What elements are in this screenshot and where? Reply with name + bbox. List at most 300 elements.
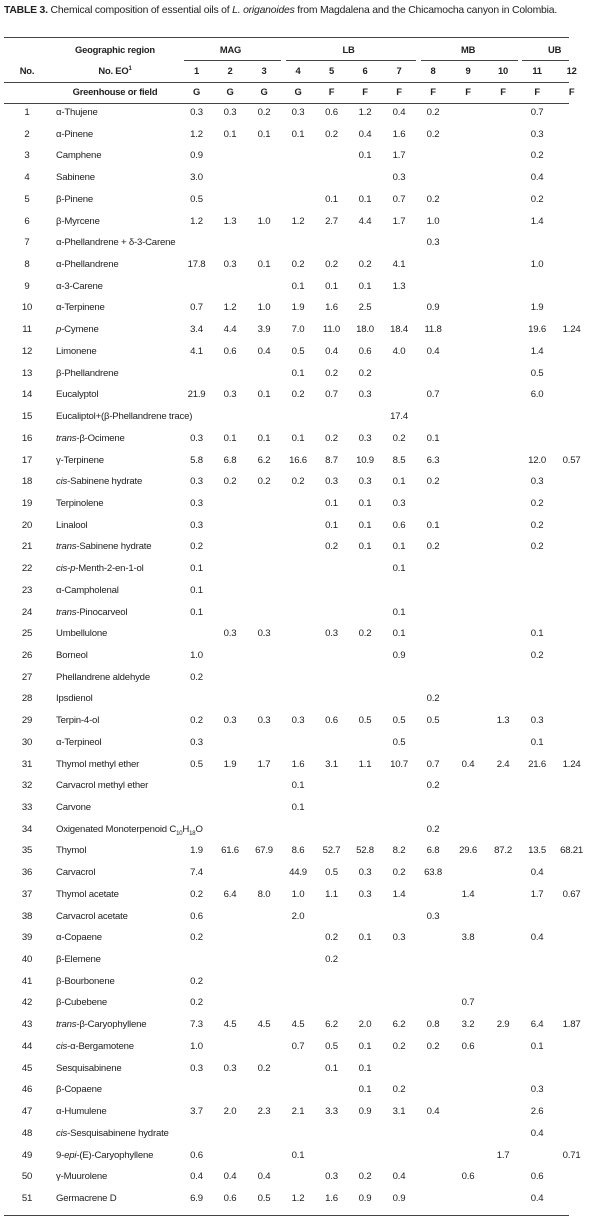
value-cell: [348, 949, 382, 971]
header-geographic-region: Geographic region: [75, 44, 155, 55]
value-cell: [348, 580, 382, 602]
value-cell: [213, 992, 247, 1014]
value-cell: [416, 797, 450, 819]
table-row: [4, 319, 589, 341]
compound-name: Thymol acetate: [56, 888, 119, 900]
value-cell: [247, 1145, 281, 1167]
value-cell: [416, 1166, 450, 1188]
value-cell: [416, 602, 450, 624]
value-cell: [213, 602, 247, 624]
value-cell: 6.4: [530, 1019, 544, 1031]
value-cell: [486, 623, 520, 645]
value-cell: [348, 775, 382, 797]
value-cell: [247, 797, 281, 819]
value-cell: [213, 363, 247, 385]
value-cell: 0.2: [190, 975, 203, 987]
table-row: [4, 124, 589, 146]
value-cell: [486, 1166, 520, 1188]
value-cell: 0.2: [426, 476, 440, 488]
value-cell: [247, 189, 281, 211]
value-cell: [554, 732, 589, 754]
table-row: [4, 1145, 589, 1167]
value-cell: 1.9: [291, 302, 305, 314]
value-cell: [315, 906, 348, 928]
compound-name: Germacrene D: [56, 1192, 117, 1204]
row-number: 22: [21, 563, 33, 575]
value-cell: [348, 797, 382, 819]
value-cell: 0.6: [461, 1171, 475, 1183]
value-cell: [554, 971, 589, 993]
value-cell: 0.2: [325, 932, 338, 944]
value-cell: 0.3: [358, 867, 372, 879]
compound-name: Linalool: [56, 519, 88, 531]
value-cell: [486, 688, 520, 710]
value-cell: [213, 406, 247, 428]
header-condition: G: [260, 86, 268, 97]
value-cell: 0.4: [325, 345, 338, 357]
value-cell: [520, 819, 554, 841]
value-cell: [450, 211, 486, 233]
value-cell: [520, 406, 554, 428]
value-cell: [382, 1058, 416, 1080]
table-row: [4, 580, 589, 602]
value-cell: 0.4: [530, 1192, 544, 1204]
value-cell: 18.0: [356, 324, 374, 336]
value-cell: [554, 1036, 589, 1058]
value-cell: 0.4: [530, 1127, 544, 1139]
value-cell: [348, 1123, 382, 1145]
value-cell: 1.3: [223, 215, 237, 227]
value-cell: 0.2: [426, 107, 440, 118]
row-number: 41: [21, 975, 33, 987]
value-cell: 0.3: [426, 237, 440, 249]
value-cell: 0.6: [190, 910, 203, 922]
value-cell: 0.8: [426, 1019, 440, 1031]
value-cell: 0.3: [190, 107, 203, 118]
value-cell: 0.3: [190, 1062, 203, 1074]
value-cell: 0.2: [190, 888, 203, 900]
value-cell: [382, 819, 416, 841]
value-cell: [486, 102, 520, 124]
value-cell: 11.8: [424, 324, 442, 336]
row-number: 43: [21, 1019, 33, 1031]
value-cell: 3.3: [325, 1106, 338, 1118]
compound-name: α-3-Carene: [56, 280, 103, 292]
compound-name: Eucalyptol: [56, 389, 99, 401]
value-cell: 1.87: [562, 1019, 581, 1031]
compound-name: [50, 428, 180, 450]
value-cell: [450, 1123, 486, 1145]
compound-name-rest: -Cymene: [61, 324, 99, 336]
value-cell: 0.3: [190, 736, 203, 748]
value-cell: 1.0: [257, 302, 271, 314]
header-eo-number: 9: [465, 65, 471, 76]
value-cell: 0.3: [223, 1062, 237, 1074]
table-header: [4, 39, 589, 102]
header-bottom-rule: [4, 103, 569, 104]
value-cell: 2.0: [358, 1019, 372, 1031]
compound-name: α-Humulene: [56, 1106, 107, 1118]
row-number: 6: [24, 215, 30, 227]
value-cell: 0.3: [190, 497, 203, 509]
header-eo-text: No. EO: [98, 65, 129, 76]
value-cell: [520, 602, 554, 624]
value-cell: [486, 884, 520, 906]
table-row: [4, 623, 589, 645]
header-condition: G: [294, 86, 302, 97]
value-cell: 0.67: [562, 888, 581, 900]
value-cell: 0.2: [530, 497, 544, 509]
row-number: 10: [21, 302, 33, 314]
value-cell: 0.9: [426, 302, 440, 314]
header-eo-number: 2: [227, 65, 233, 76]
row-number: 36: [21, 867, 33, 879]
value-cell: [416, 1145, 450, 1167]
header-group-mag: MAG: [219, 44, 242, 55]
value-cell: [247, 363, 281, 385]
value-cell: [450, 406, 486, 428]
row-number: 4: [24, 172, 30, 184]
compound-name: Sabinene: [56, 172, 95, 184]
value-cell: 1.4: [461, 888, 475, 900]
value-cell: [554, 363, 589, 385]
value-cell: 4.4: [223, 324, 237, 336]
value-cell: [281, 667, 315, 689]
row-number: 9: [24, 280, 30, 292]
value-cell: [281, 232, 315, 254]
value-cell: [486, 971, 520, 993]
value-cell: [450, 471, 486, 493]
value-cell: [520, 276, 554, 298]
value-cell: [281, 949, 315, 971]
value-cell: 0.4: [426, 345, 440, 357]
value-cell: [382, 797, 416, 819]
value-cell: [213, 971, 247, 993]
value-cell: 18.4: [390, 324, 408, 336]
value-cell: [416, 276, 450, 298]
value-cell: [486, 949, 520, 971]
compound-name-rest: -α-Bergamotene: [67, 1040, 134, 1052]
value-cell: 0.2: [325, 128, 338, 140]
value-cell: 1.7: [530, 888, 544, 900]
value-cell: [450, 732, 486, 754]
value-cell: [213, 536, 247, 558]
value-cell: [416, 884, 450, 906]
value-cell: [247, 927, 281, 949]
value-cell: [281, 580, 315, 602]
value-cell: [486, 906, 520, 928]
value-cell: [213, 558, 247, 580]
row-number: 44: [21, 1040, 33, 1052]
value-cell: [315, 971, 348, 993]
value-cell: 0.9: [358, 1192, 372, 1204]
row-number: 2: [24, 128, 30, 140]
value-cell: [486, 732, 520, 754]
compound-name: Carvacrol methyl ether: [56, 780, 149, 792]
value-cell: 0.2: [392, 432, 406, 444]
value-cell: [416, 580, 450, 602]
value-cell: 0.7: [325, 389, 338, 401]
value-cell: [281, 515, 315, 537]
value-cell: 0.4: [530, 172, 544, 184]
compound-name-rest: -Sesquisabinene hydrate: [67, 1127, 169, 1139]
table-row: [4, 797, 589, 819]
value-cell: [180, 363, 213, 385]
value-cell: 6.8: [223, 454, 237, 466]
value-cell: 0.1: [291, 802, 305, 813]
value-cell: 0.3: [358, 389, 372, 401]
value-cell: [554, 602, 589, 624]
table-row: [4, 927, 589, 949]
value-cell: 0.2: [325, 954, 338, 966]
value-cell: [450, 276, 486, 298]
compound-name: Sesquisabinene: [56, 1062, 122, 1074]
header-condition: F: [465, 86, 471, 97]
compound-name: β-Myrcene: [56, 215, 100, 227]
value-cell: 0.6: [461, 1040, 475, 1052]
value-cell: [348, 819, 382, 841]
value-cell: 1.4: [530, 215, 544, 227]
value-cell: 2.9: [496, 1019, 510, 1031]
value-cell: [486, 189, 520, 211]
value-cell: [416, 992, 450, 1014]
top-rule: [4, 37, 569, 38]
table-row: [4, 558, 589, 580]
value-cell: 2.4: [496, 758, 510, 770]
value-cell: 0.2: [291, 476, 305, 488]
value-cell: [450, 124, 486, 146]
value-cell: 4.5: [223, 1019, 237, 1031]
value-cell: 0.3: [392, 172, 406, 184]
value-cell: [247, 580, 281, 602]
value-cell: 19.6: [528, 324, 547, 336]
value-cell: [315, 667, 348, 689]
compound-name-italic: epi: [64, 1149, 77, 1161]
value-cell: 17.8: [187, 259, 206, 271]
value-cell: [416, 1058, 450, 1080]
value-cell: 0.3: [190, 519, 203, 531]
value-cell: 2.3: [257, 1106, 271, 1118]
compound-name: Thymol: [56, 845, 87, 857]
value-cell: [382, 363, 416, 385]
row-number: 24: [21, 606, 33, 618]
compound-name: Limonene: [56, 345, 97, 357]
value-cell: 3.9: [257, 324, 271, 336]
value-cell: 0.3: [426, 910, 440, 922]
value-cell: 2.6: [530, 1106, 544, 1118]
value-cell: [486, 667, 520, 689]
table-row: [4, 254, 589, 276]
value-cell: [180, 949, 213, 971]
value-cell: [486, 927, 520, 949]
value-cell: [348, 732, 382, 754]
value-cell: [554, 558, 589, 580]
value-cell: [315, 406, 348, 428]
value-cell: 0.1: [291, 280, 305, 292]
value-cell: [486, 471, 520, 493]
value-cell: [180, 1123, 213, 1145]
value-cell: 8.7: [325, 454, 338, 466]
value-cell: [520, 580, 554, 602]
value-cell: 0.2: [530, 649, 544, 661]
compound-name: Camphene: [56, 150, 102, 162]
value-cell: 0.5: [325, 867, 338, 879]
value-cell: [315, 992, 348, 1014]
compound-name: Carvacrol acetate: [56, 910, 128, 922]
value-cell: [450, 819, 486, 841]
value-cell: [180, 232, 213, 254]
value-cell: 1.7: [257, 758, 271, 770]
value-cell: 61.6: [221, 845, 239, 857]
table-row: [4, 102, 589, 124]
value-cell: 0.2: [291, 259, 305, 271]
value-cell: 0.5: [392, 736, 406, 748]
value-cell: [486, 297, 520, 319]
value-cell: 0.2: [325, 367, 338, 379]
value-cell: [213, 906, 247, 928]
value-cell: [486, 862, 520, 884]
value-cell: 0.6: [325, 715, 338, 727]
value-cell: 0.6: [392, 519, 406, 531]
value-cell: 0.6: [223, 1192, 237, 1204]
value-cell: [213, 775, 247, 797]
value-cell: [416, 406, 450, 428]
value-cell: [247, 406, 281, 428]
value-cell: [450, 297, 486, 319]
row-number: 1: [24, 107, 30, 118]
row-number: 8: [24, 259, 30, 271]
value-cell: [416, 167, 450, 189]
row-number: 46: [21, 1084, 33, 1096]
table-row: [4, 710, 589, 732]
value-cell: [486, 406, 520, 428]
value-cell: [554, 232, 589, 254]
value-cell: 0.4: [530, 932, 544, 944]
row-number: 21: [21, 541, 33, 553]
ub-group-rule: [522, 60, 569, 61]
compound-name: α-Phellandrene + δ-3-Carene: [56, 237, 176, 249]
row-number: 16: [21, 432, 33, 444]
value-cell: [213, 167, 247, 189]
table-row: [4, 862, 589, 884]
value-cell: [348, 971, 382, 993]
value-cell: [247, 276, 281, 298]
value-cell: [450, 536, 486, 558]
compound-name-rest: -β-Ocimene: [76, 432, 125, 444]
value-cell: 6.2: [325, 1019, 338, 1031]
table-row: [4, 341, 589, 363]
value-cell: 8.6: [291, 845, 305, 857]
row-number: 28: [21, 693, 33, 705]
header-group-mb: MB: [460, 44, 476, 55]
value-cell: 1.2: [223, 302, 237, 314]
value-cell: [450, 862, 486, 884]
value-cell: [382, 949, 416, 971]
value-cell: [450, 145, 486, 167]
table-caption: [4, 4, 570, 18]
value-cell: [554, 297, 589, 319]
header-condition: F: [430, 86, 436, 97]
value-cell: 0.3: [291, 107, 305, 118]
value-cell: 0.3: [325, 1171, 338, 1183]
value-cell: [554, 862, 589, 884]
row-number: 50: [21, 1171, 33, 1183]
row-number: 30: [21, 736, 33, 748]
row-number: 12: [21, 345, 33, 357]
value-cell: 0.4: [530, 867, 544, 879]
value-cell: [486, 167, 520, 189]
value-cell: 0.1: [325, 519, 338, 531]
compound-name: [50, 536, 180, 558]
value-cell: 1.7: [392, 215, 406, 227]
value-cell: [486, 211, 520, 233]
value-cell: 3.1: [325, 758, 338, 770]
value-cell: [554, 145, 589, 167]
value-cell: [520, 688, 554, 710]
value-cell: 0.2: [530, 541, 544, 553]
composition-table: [4, 39, 589, 1210]
value-cell: 1.6: [291, 758, 305, 770]
value-cell: [180, 1079, 213, 1101]
compound-name: Ipsdienol: [56, 693, 93, 705]
value-cell: [382, 232, 416, 254]
value-cell: 0.1: [358, 497, 372, 509]
value-cell: [554, 775, 589, 797]
value-cell: [554, 667, 589, 689]
value-cell: 0.4: [392, 1171, 406, 1183]
value-cell: 0.1: [223, 128, 237, 140]
value-cell: [382, 297, 416, 319]
value-cell: 0.5: [291, 345, 305, 357]
row-number: 29: [21, 715, 33, 727]
value-cell: 0.3: [223, 715, 237, 727]
value-cell: 0.2: [426, 1040, 440, 1052]
value-cell: 0.5: [190, 758, 203, 770]
compound-name: α-Campholenal: [56, 584, 119, 596]
value-cell: 1.6: [392, 128, 406, 140]
value-cell: 0.7: [426, 758, 440, 770]
value-cell: [554, 688, 589, 710]
value-cell: 1.24: [562, 324, 581, 336]
value-cell: [486, 232, 520, 254]
compound-name-italic: trans: [56, 432, 77, 444]
value-cell: [486, 254, 520, 276]
value-cell: [520, 232, 554, 254]
value-cell: [554, 645, 589, 667]
value-cell: [247, 1079, 281, 1101]
value-cell: 0.2: [190, 671, 203, 683]
value-cell: [486, 341, 520, 363]
value-cell: 0.3: [291, 715, 305, 727]
value-cell: 0.1: [358, 280, 372, 292]
value-cell: 44.9: [289, 867, 307, 879]
table-row: [4, 145, 589, 167]
value-cell: [315, 580, 348, 602]
value-cell: [450, 384, 486, 406]
value-cell: [247, 232, 281, 254]
table-row: [4, 536, 589, 558]
value-cell: [486, 602, 520, 624]
value-cell: [315, 1079, 348, 1101]
header-eo-number: 7: [396, 65, 402, 76]
value-cell: [450, 319, 486, 341]
compound-name: [50, 1145, 180, 1167]
value-cell: [450, 1079, 486, 1101]
compound-name-part: O: [195, 823, 203, 835]
value-cell: [180, 797, 213, 819]
value-cell: 3.1: [392, 1106, 406, 1118]
value-cell: 2.0: [223, 1106, 237, 1118]
